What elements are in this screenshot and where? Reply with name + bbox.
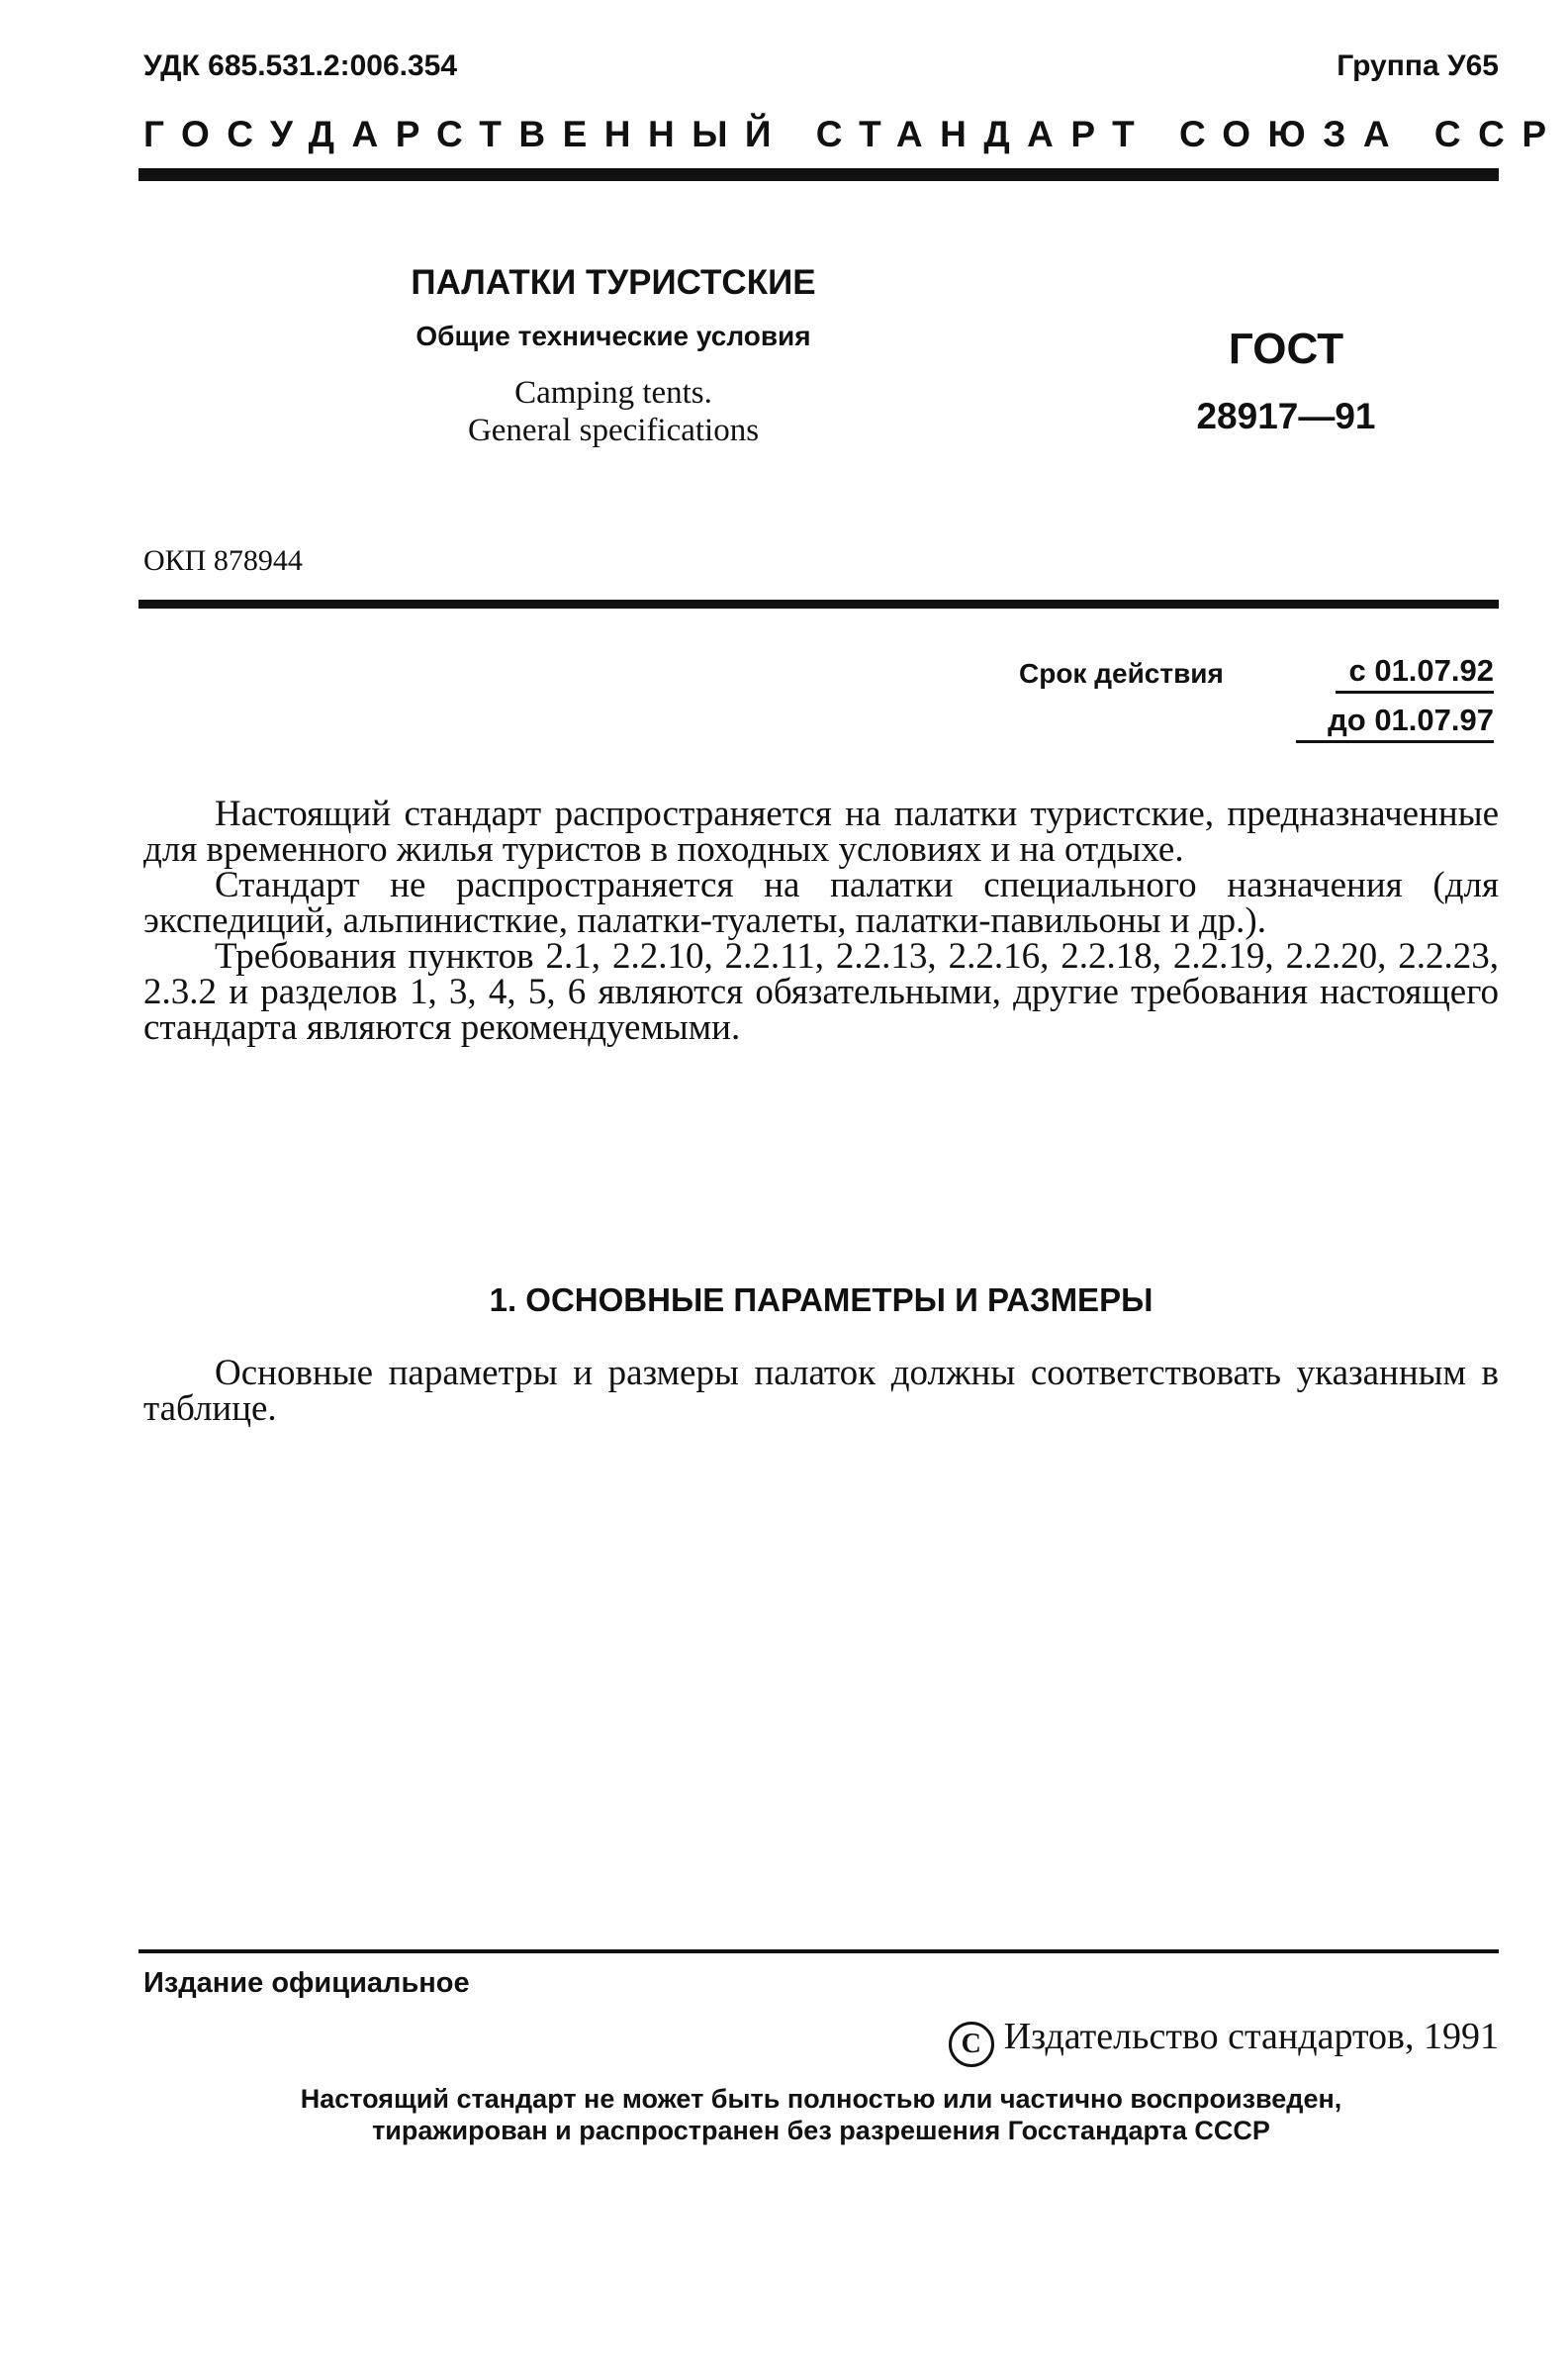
udk-code: УДК 685.531.2:006.354 [143, 49, 458, 82]
english-title-line1: Camping tents. [514, 375, 712, 411]
group-code: Группа У65 [1337, 49, 1499, 82]
document-title: ПАЛАТКИ ТУРИСТСКИЕ [411, 263, 816, 302]
validity-to: до 01.07.97 [1296, 703, 1494, 743]
intro-paragraph-exclusions: Стандарт не распространяется на палатки специального назначения (для экспедиций, альпинисткие, палатки-туалеты, палатки-павильоны и др.). [143, 865, 1499, 941]
title-divider [138, 600, 1499, 609]
document-subtitle: Общие технические условия [415, 321, 811, 351]
reproduction-notice-line2: тиражирован и распространен без разрешения Госстандарта СССР [372, 2116, 1270, 2145]
official-edition-label: Издание официальное [143, 1967, 470, 1999]
intro-paragraph-requirements: Требования пунктов 2.1, 2.2.10, 2.2.11, 2.2.13, 2.2.16, 2.2.18, 2.2.19, 2.2.20, 2.2.23, 2.3.2 и разделов 1, 3, 4, 5, 6 являются обязательными, другие требования настоящего стандарта являются рекомендуемыми. [143, 936, 1499, 1048]
copyright-text: Издательство стандартов, 1991 [1003, 2016, 1499, 2057]
intro-paragraph-scope: Настоящий стандарт распространяется на палатки туристские, предназначенные для временного жилья туристов в походных условиях и на отдыхе. [143, 794, 1499, 870]
validity-label: Срок действия [1019, 658, 1224, 689]
footer-divider [138, 1949, 1499, 1953]
reproduction-notice-line1: Настоящий стандарт не может быть полностью или частично воспроизведен, [300, 2084, 1342, 2114]
gost-label: ГОСТ [1228, 325, 1344, 373]
english-title-line2: General specifications [467, 413, 760, 448]
copyright-icon: C [949, 2022, 994, 2067]
validity-from: с 01.07.92 [1336, 653, 1494, 694]
section-1-paragraph: Основные параметры и размеры палаток должны соответствовать указанным в таблице. [143, 1353, 1499, 1429]
section-1-text-block [143, 1353, 1499, 1429]
reproduction-notice [143, 2083, 1499, 2146]
intro-text [143, 794, 1499, 1048]
state-standard-heading: ГОСУДАРСТВЕННЫЙ СТАНДАРТ СОЮЗА ССР [143, 114, 1564, 154]
okp-code: ОКП 878944 [143, 544, 303, 577]
copyright-line [949, 2015, 1499, 2067]
section-1-heading: 1. ОСНОВНЫЕ ПАРАМЕТРЫ И РАЗМЕРЫ [489, 1281, 1153, 1318]
header-divider [138, 168, 1499, 181]
document-title-block [336, 259, 890, 449]
gost-number: 28917—91 [1196, 396, 1376, 436]
